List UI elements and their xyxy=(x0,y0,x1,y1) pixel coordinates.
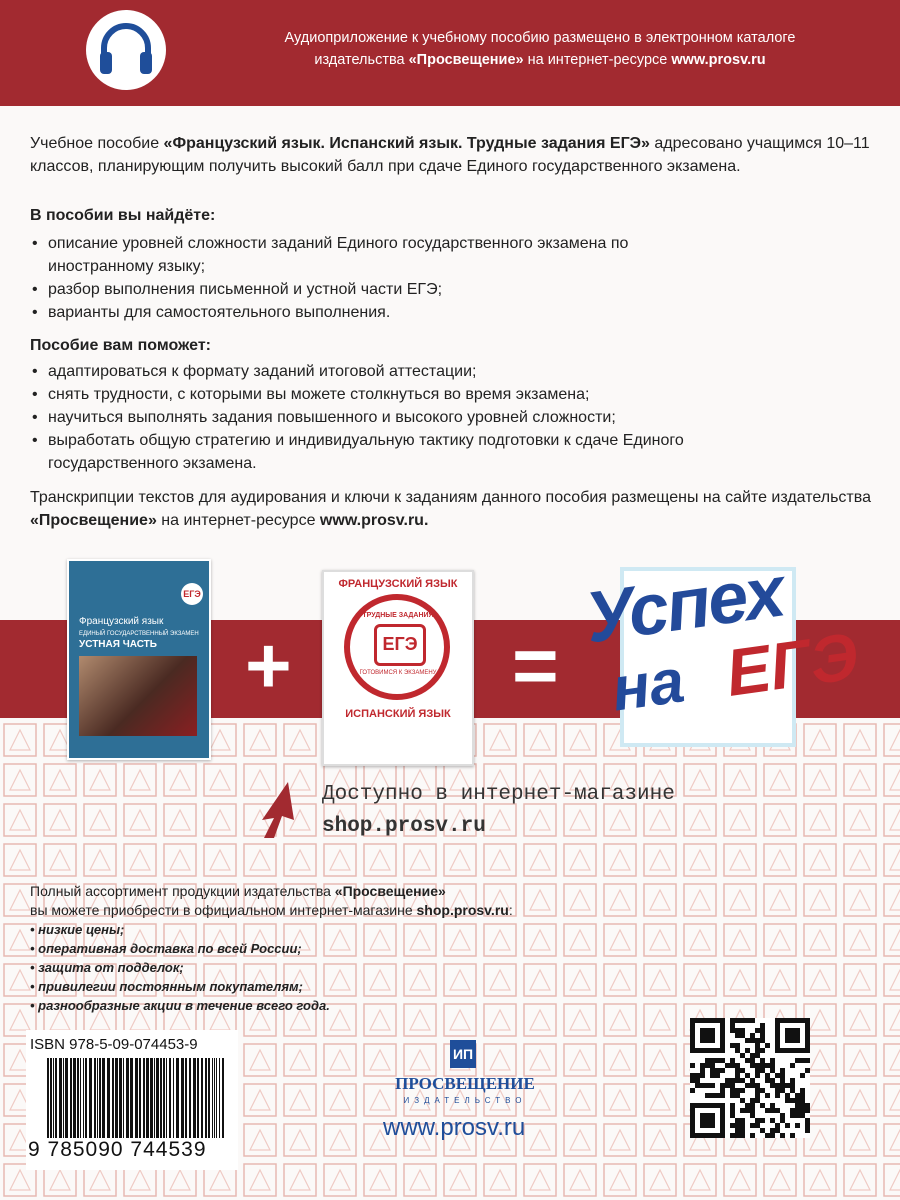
audio-line-1: Аудиоприложение к учебному пособию размещено в электронном каталоге xyxy=(284,30,796,46)
book-title: «Французский язык. Испанский язык. Трудные задания ЕГЭ» xyxy=(163,135,650,152)
seal-bottom-small: ГОТОВИМСЯ К ЭКЗАМЕНУ xyxy=(359,670,437,676)
list-item: • разнообразные акции в течение всего года. xyxy=(30,996,330,1015)
audio-line-2: издательства «Просвещение» на интернет-ресурсе www.prosv.ru xyxy=(314,52,766,68)
list-item: • оперативная доставка по всей России; xyxy=(30,939,330,958)
ege-badge: ЕГЭ xyxy=(181,583,203,605)
list-item: • защита от подделок; xyxy=(30,958,330,977)
book-cover-ege-hard-tasks[interactable] xyxy=(322,570,474,766)
find-heading: В пособии вы найдёте: xyxy=(30,207,216,224)
seal-center: ЕГЭ xyxy=(374,624,426,666)
seal-top-text: ФРАНЦУЗСКИЙ ЯЗЫК xyxy=(338,578,458,590)
list-item: • привилегии постоянным покупателям; xyxy=(30,977,330,996)
publisher-subtitle: ИЗДАТЕЛЬСТВО xyxy=(403,1096,527,1105)
list-item: • разбор выполнения письменной и устной части ЕГЭ; xyxy=(30,278,875,301)
list-item: • выработать общую стратегию и индивидуальную тактику подготовки к сдаче Единого государственного экзамена. xyxy=(30,429,688,475)
help-heading: Пособие вам поможет: xyxy=(30,337,211,354)
book-cover-french-oral[interactable] xyxy=(67,559,211,760)
seal-sub-text: ТРУДНЫЕ ЗАДАНИЯ xyxy=(362,612,434,619)
transcripts-paragraph: Транскрипции текстов для аудирования и ключи к заданиям данного пособия размещены на сайте издательства «Просвещение» на интернет-ресурсе www.prosv.ru. xyxy=(30,489,871,529)
help-list xyxy=(30,360,875,475)
isbn-label: ISBN 978-5-09-074453-9 xyxy=(30,1036,198,1053)
success-title: Успех xyxy=(580,551,788,659)
cursor-arrow-icon xyxy=(252,780,302,845)
success-ege: ЕГЭ xyxy=(721,618,863,710)
intro-paragraph: Учебное пособие «Французский язык. Испанский язык. Трудные задания ЕГЭ» адресовано учащимся 10–11 классов, планирующим получить высокий балл при сдаче Единого государственного экзамена. xyxy=(30,135,870,175)
assortment-text: Полный ассортимент продукции издательства «Просвещение» вы можете приобрести в официальном интернет-магазине shop.prosv.ru: xyxy=(30,883,513,918)
cover-photo xyxy=(79,656,197,736)
list-item: • варианты для самостоятельного выполнения. xyxy=(30,301,875,324)
list-item: • снять трудности, с которыми вы можете столкнуться во время экзамена; xyxy=(30,383,875,406)
book1-title: Французский язык ЕДИНЫЙ ГОСУДАРСТВЕННЫЙ ЭКЗАМЕН xyxy=(79,616,199,637)
publisher-name: ПРОСВЕЩЕНИЕ xyxy=(395,1074,535,1093)
list-item: • низкие цены; xyxy=(30,920,330,939)
list-item: • описание уровней сложности заданий Единого государственного экзамена по иностранному языку; xyxy=(30,232,668,278)
publisher-logo-icon: ИП xyxy=(450,1040,476,1068)
audio-url-link[interactable]: www.prosv.ru xyxy=(671,52,766,68)
list-item: • научиться выполнять задания повышенного и высокого уровней сложности; xyxy=(30,406,875,429)
audio-notice xyxy=(205,27,875,71)
transcripts-url-link[interactable]: www.prosv.ru. xyxy=(319,512,429,529)
headphones-icon xyxy=(86,10,166,90)
qr-code-icon[interactable] xyxy=(690,1018,810,1138)
success-na: на xyxy=(607,646,689,725)
shop-url-inline[interactable]: shop.prosv.ru xyxy=(416,902,509,918)
isbn-number: 9 785090 744539 xyxy=(28,1138,207,1161)
equals-sign: = xyxy=(512,621,559,710)
publisher-url-link[interactable]: www.prosv.ru xyxy=(383,1114,526,1141)
plus-sign: + xyxy=(245,621,292,710)
perks-list xyxy=(30,920,330,1015)
shop-url-link[interactable]: shop.prosv.ru xyxy=(322,815,486,838)
barcode-icon xyxy=(47,1058,227,1138)
list-item: • адаптироваться к формату заданий итоговой аттестации; xyxy=(30,360,875,383)
book1-part: УСТНАЯ ЧАСТЬ xyxy=(79,639,157,650)
seal-bottom-text: ИСПАНСКИЙ ЯЗЫК xyxy=(345,708,451,720)
find-list xyxy=(30,232,875,324)
shop-availability: Доступно в интернет-магазине xyxy=(322,783,675,806)
